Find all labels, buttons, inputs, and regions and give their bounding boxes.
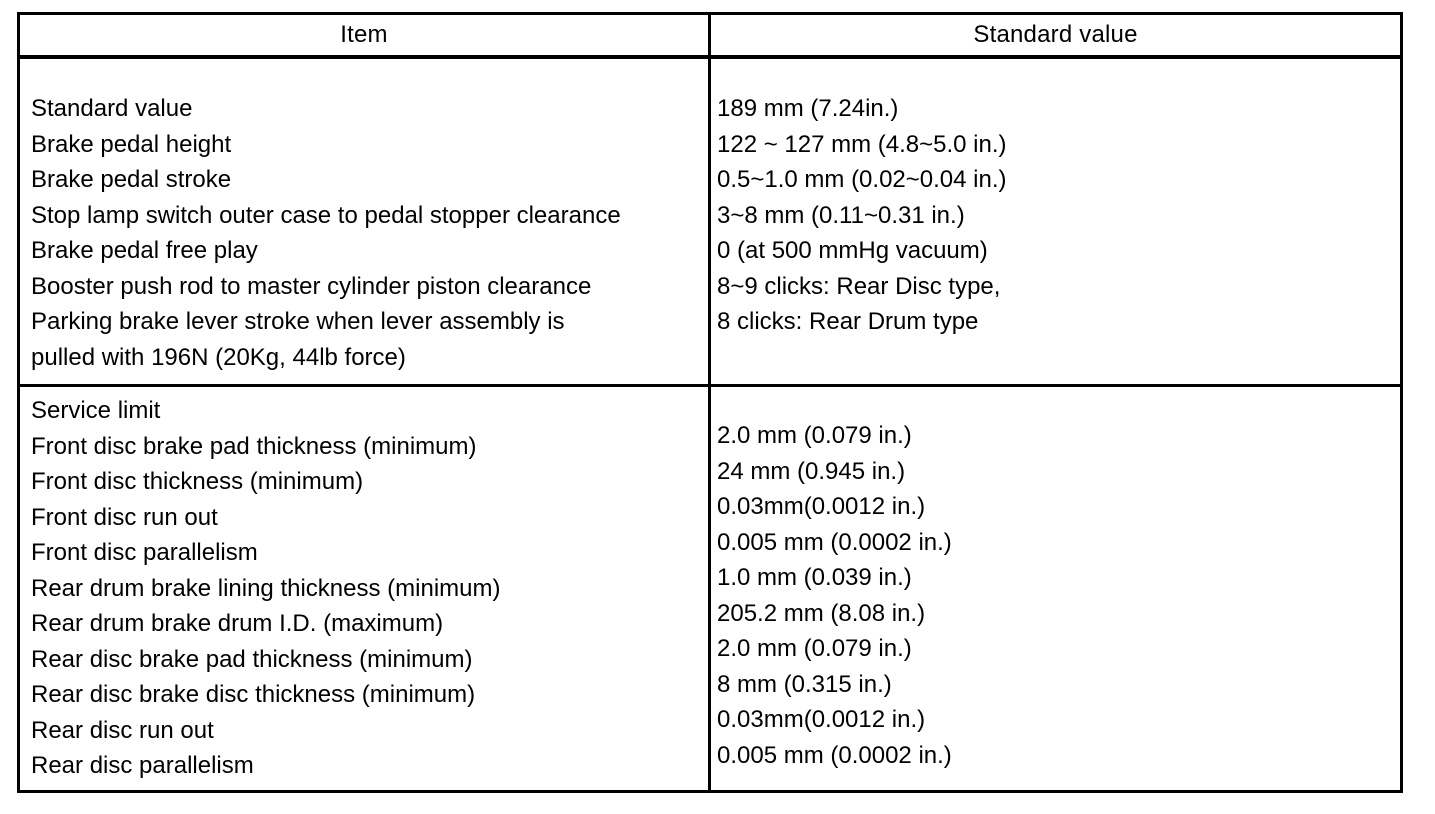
value-line: 189 mm (7.24in.) bbox=[717, 95, 899, 122]
value-line: 8~9 clicks: Rear Disc type, bbox=[717, 272, 1001, 300]
item-line: Rear disc run out bbox=[31, 716, 214, 744]
item-line: Stop lamp switch outer case to pedal stopper clearance bbox=[31, 201, 621, 229]
value-line: 8 clicks: Rear Drum type bbox=[717, 308, 979, 335]
value-line: 122 ~ 127 mm (4.8~5.0 in.) bbox=[717, 130, 1007, 158]
header-item bbox=[20, 15, 711, 59]
item-line: Front disc thickness (minimum) bbox=[31, 468, 364, 495]
header-item-label: Item bbox=[340, 21, 388, 48]
header-standard-value bbox=[711, 15, 1400, 59]
item-line: Rear disc brake disc thickness (minimum) bbox=[31, 681, 476, 708]
section1-item-cell bbox=[20, 59, 711, 387]
value-line: 1.0 mm (0.039 in.) bbox=[717, 564, 912, 591]
item-line: Front disc brake pad thickness (minimum) bbox=[31, 432, 477, 460]
section1-value-cell bbox=[711, 59, 1400, 387]
section2-value-cell bbox=[711, 387, 1400, 790]
item-line: Brake pedal free play bbox=[31, 237, 258, 264]
item-line: pulled with 196N (20Kg, 44lb force) bbox=[31, 343, 406, 371]
item-line: Brake pedal stroke bbox=[31, 166, 232, 193]
value-line: 205.2 mm (8.08 in.) bbox=[717, 599, 926, 627]
value-line: 24 mm (0.945 in.) bbox=[717, 457, 906, 485]
item-line: Parking brake lever stroke when lever assembly is bbox=[31, 308, 565, 335]
item-line: Front disc run out bbox=[31, 503, 218, 531]
item-line: Rear disc parallelism bbox=[31, 752, 254, 779]
value-line: 3~8 mm (0.11~0.31 in.) bbox=[717, 201, 965, 229]
item-line: Standard value bbox=[31, 95, 193, 122]
value-line: 2.0 mm (0.079 in.) bbox=[717, 635, 912, 662]
value-line: 0 (at 500 mmHg vacuum) bbox=[717, 237, 988, 264]
value-line: 0.005 mm (0.0002 in.) bbox=[717, 528, 952, 556]
section2-item-cell bbox=[20, 387, 711, 790]
item-line: Rear drum brake drum I.D. (maximum) bbox=[31, 610, 444, 637]
brake-spec-table bbox=[17, 12, 1403, 793]
item-line: Booster push rod to master cylinder piston clearance bbox=[31, 272, 592, 300]
item-line: Rear drum brake lining thickness (minimum) bbox=[31, 574, 501, 602]
value-line: 0.03mm(0.0012 in.) bbox=[717, 493, 926, 520]
header-standard-value-label: Standard value bbox=[973, 21, 1138, 48]
value-line: 8 mm (0.315 in.) bbox=[717, 670, 892, 698]
item-line: Brake pedal height bbox=[31, 130, 232, 158]
value-line: 2.0 mm (0.079 in.) bbox=[717, 422, 912, 449]
item-line: Service limit bbox=[31, 397, 161, 424]
value-line: 0.03mm(0.0012 in.) bbox=[717, 706, 926, 733]
item-line: Front disc parallelism bbox=[31, 539, 258, 566]
value-line: 0.5~1.0 mm (0.02~0.04 in.) bbox=[717, 166, 1007, 193]
item-line: Rear disc brake pad thickness (minimum) bbox=[31, 645, 473, 673]
value-line: 0.005 mm (0.0002 in.) bbox=[717, 741, 952, 769]
